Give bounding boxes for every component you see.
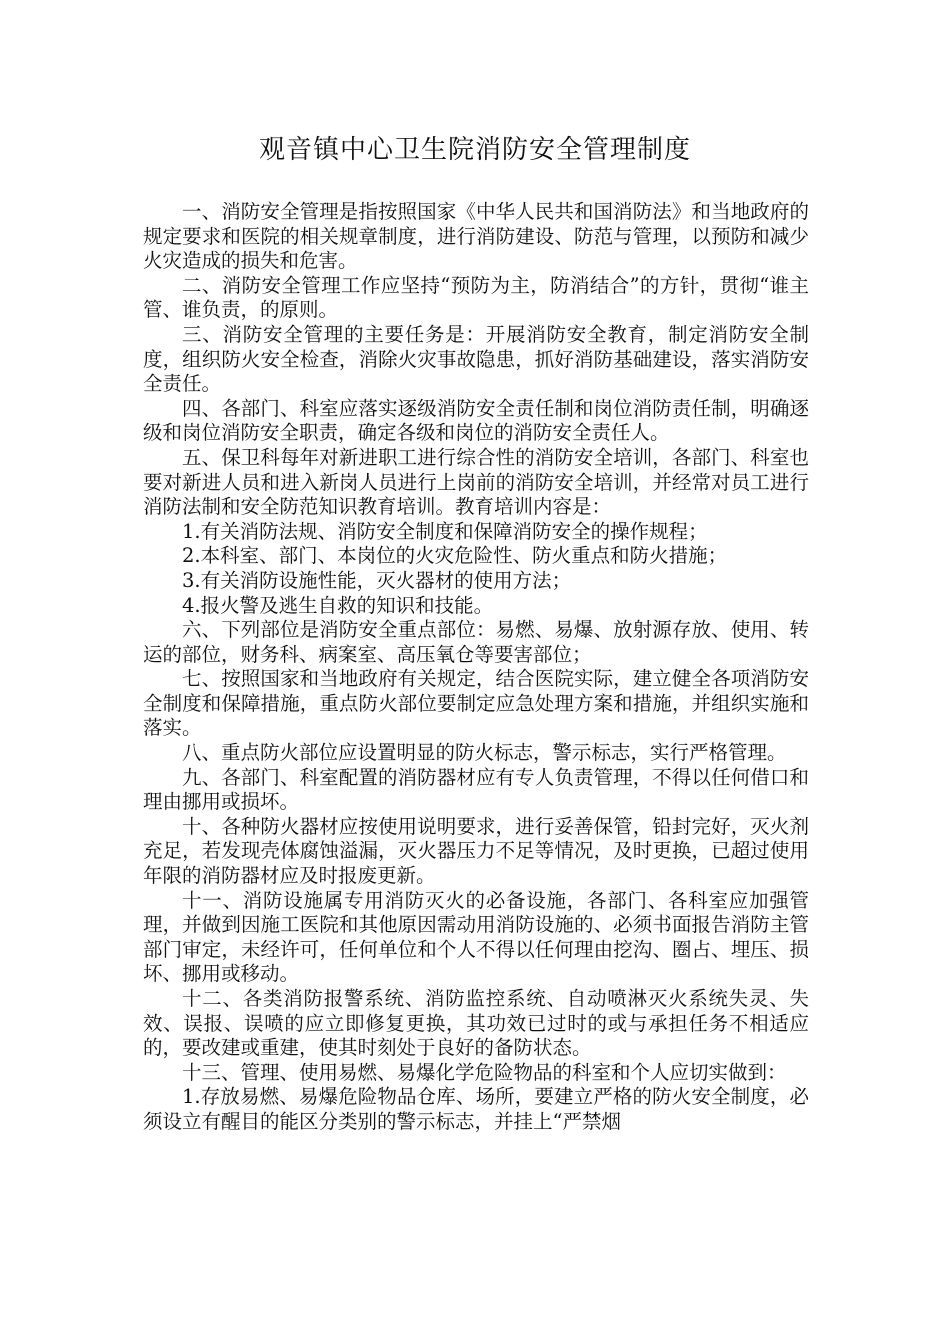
paragraph-8: 八、重点防火部位应设置明显的防火标志，警示标志，实行严格管理。 [182, 741, 787, 765]
paragraph-3: 三、消防安全管理的主要任务是：开展消防安全教育，制定消防安全制度，组织防火安全检查，消除火灾事故隐患，抓好消防基础建设，落实消防安全责任。 [143, 322, 809, 396]
paragraph-12: 十二、各类消防报警系统、消防监控系统、自动喷淋灭火系统失灵、失效、误报、误喷的应立即修复更换，其功效已过时的或与承担任务不相适应的，要改建或重建，使其时刻处于良好的备防状态。 [143, 987, 809, 1060]
paragraph-13: 十三、管理、使用易燃、易爆化学危险物品的科室和个人应切实做到： [182, 1060, 787, 1084]
document-title: 观音镇中心卫生院消防安全管理制度 [258, 135, 691, 165]
training-item-2: 2.本科室、部门、本岗位的火灾危险性、防火重点和防火措施； [182, 544, 728, 568]
paragraph-11: 十一、消防设施属专用消防灭火的必备设施，各部门、各科室应加强管理，并做到因施工医院和其他原因需动用消防设施的、必须书面报告消防主管部门审定，未经许可，任何单位和个人不得以任何理由挖沟、圈占、埋压、损坏、挪用或移动。 [143, 888, 809, 986]
training-item-3: 3.有关消防设施性能，灭火器材的使用方法； [182, 568, 572, 592]
paragraph-2: 二、消防安全管理工作应坚持“预防为主，防消结合”的方针，贯彻“谁主管、谁负责，的原则。 [143, 273, 809, 322]
paragraph-7: 七、按照国家和当地政府有关规定，结合医院实际，建立健全各项消防安全制度和保障措施，重点防火部位要制定应急处理方案和措施，并组织实施和落实。 [143, 667, 809, 740]
paragraph-4: 四、各部门、科室应落实逐级消防安全责任制和岗位消防责任制，明确逐级和岗位消防安全职责，确定各级和岗位的消防安全责任人。 [143, 396, 809, 445]
paragraph-10: 十、各种防火器材应按使用说明要求，进行妥善保管，铅封完好，灭火剂充足，若发现壳体腐蚀溢漏，灭火器压力不足等情况，及时更换，已超过使用年限的消防器材应及时报废更新。 [143, 814, 809, 888]
paragraph-6: 六、下列部位是消防安全重点部位：易燃、易爆、放射源存放、使用、转运的部位，财务科、病案室、高压氧仓等要害部位； [143, 618, 809, 666]
paragraph-5: 五、保卫科每年对新进职工进行综合性的消防安全培训，各部门、科室也要对新进人员和进入新岗人员进行上岗前的消防安全培训，并经常对员工进行消防法制和安全防范知识教育培训。教育培训内容是： [143, 445, 809, 519]
paragraph-9: 九、各部门、科室配置的消防器材应有专人负责管理，不得以任何借口和理由挪用或损坏。 [143, 765, 809, 814]
training-item-1: 1.有关消防法规、消防安全制度和保障消防安全的操作规程； [182, 519, 708, 543]
paragraph-1: 一、消防安全管理是指按照国家《中华人民共和国消防法》和当地政府的规定要求和医院的相关规章制度，进行消防建设、防范与管理，以预防和减少火灾造成的损失和危害。 [143, 200, 809, 273]
hazard-item-1: 1.存放易燃、易爆危险物品仓库、场所，要建立严格的防火安全制度，必须设立有醒目的能区分类别的警示标志，并挂上“严禁烟 [143, 1085, 809, 1133]
training-item-4: 4.报火警及逃生自救的知识和技能。 [182, 593, 494, 617]
document-body [143, 200, 809, 1135]
